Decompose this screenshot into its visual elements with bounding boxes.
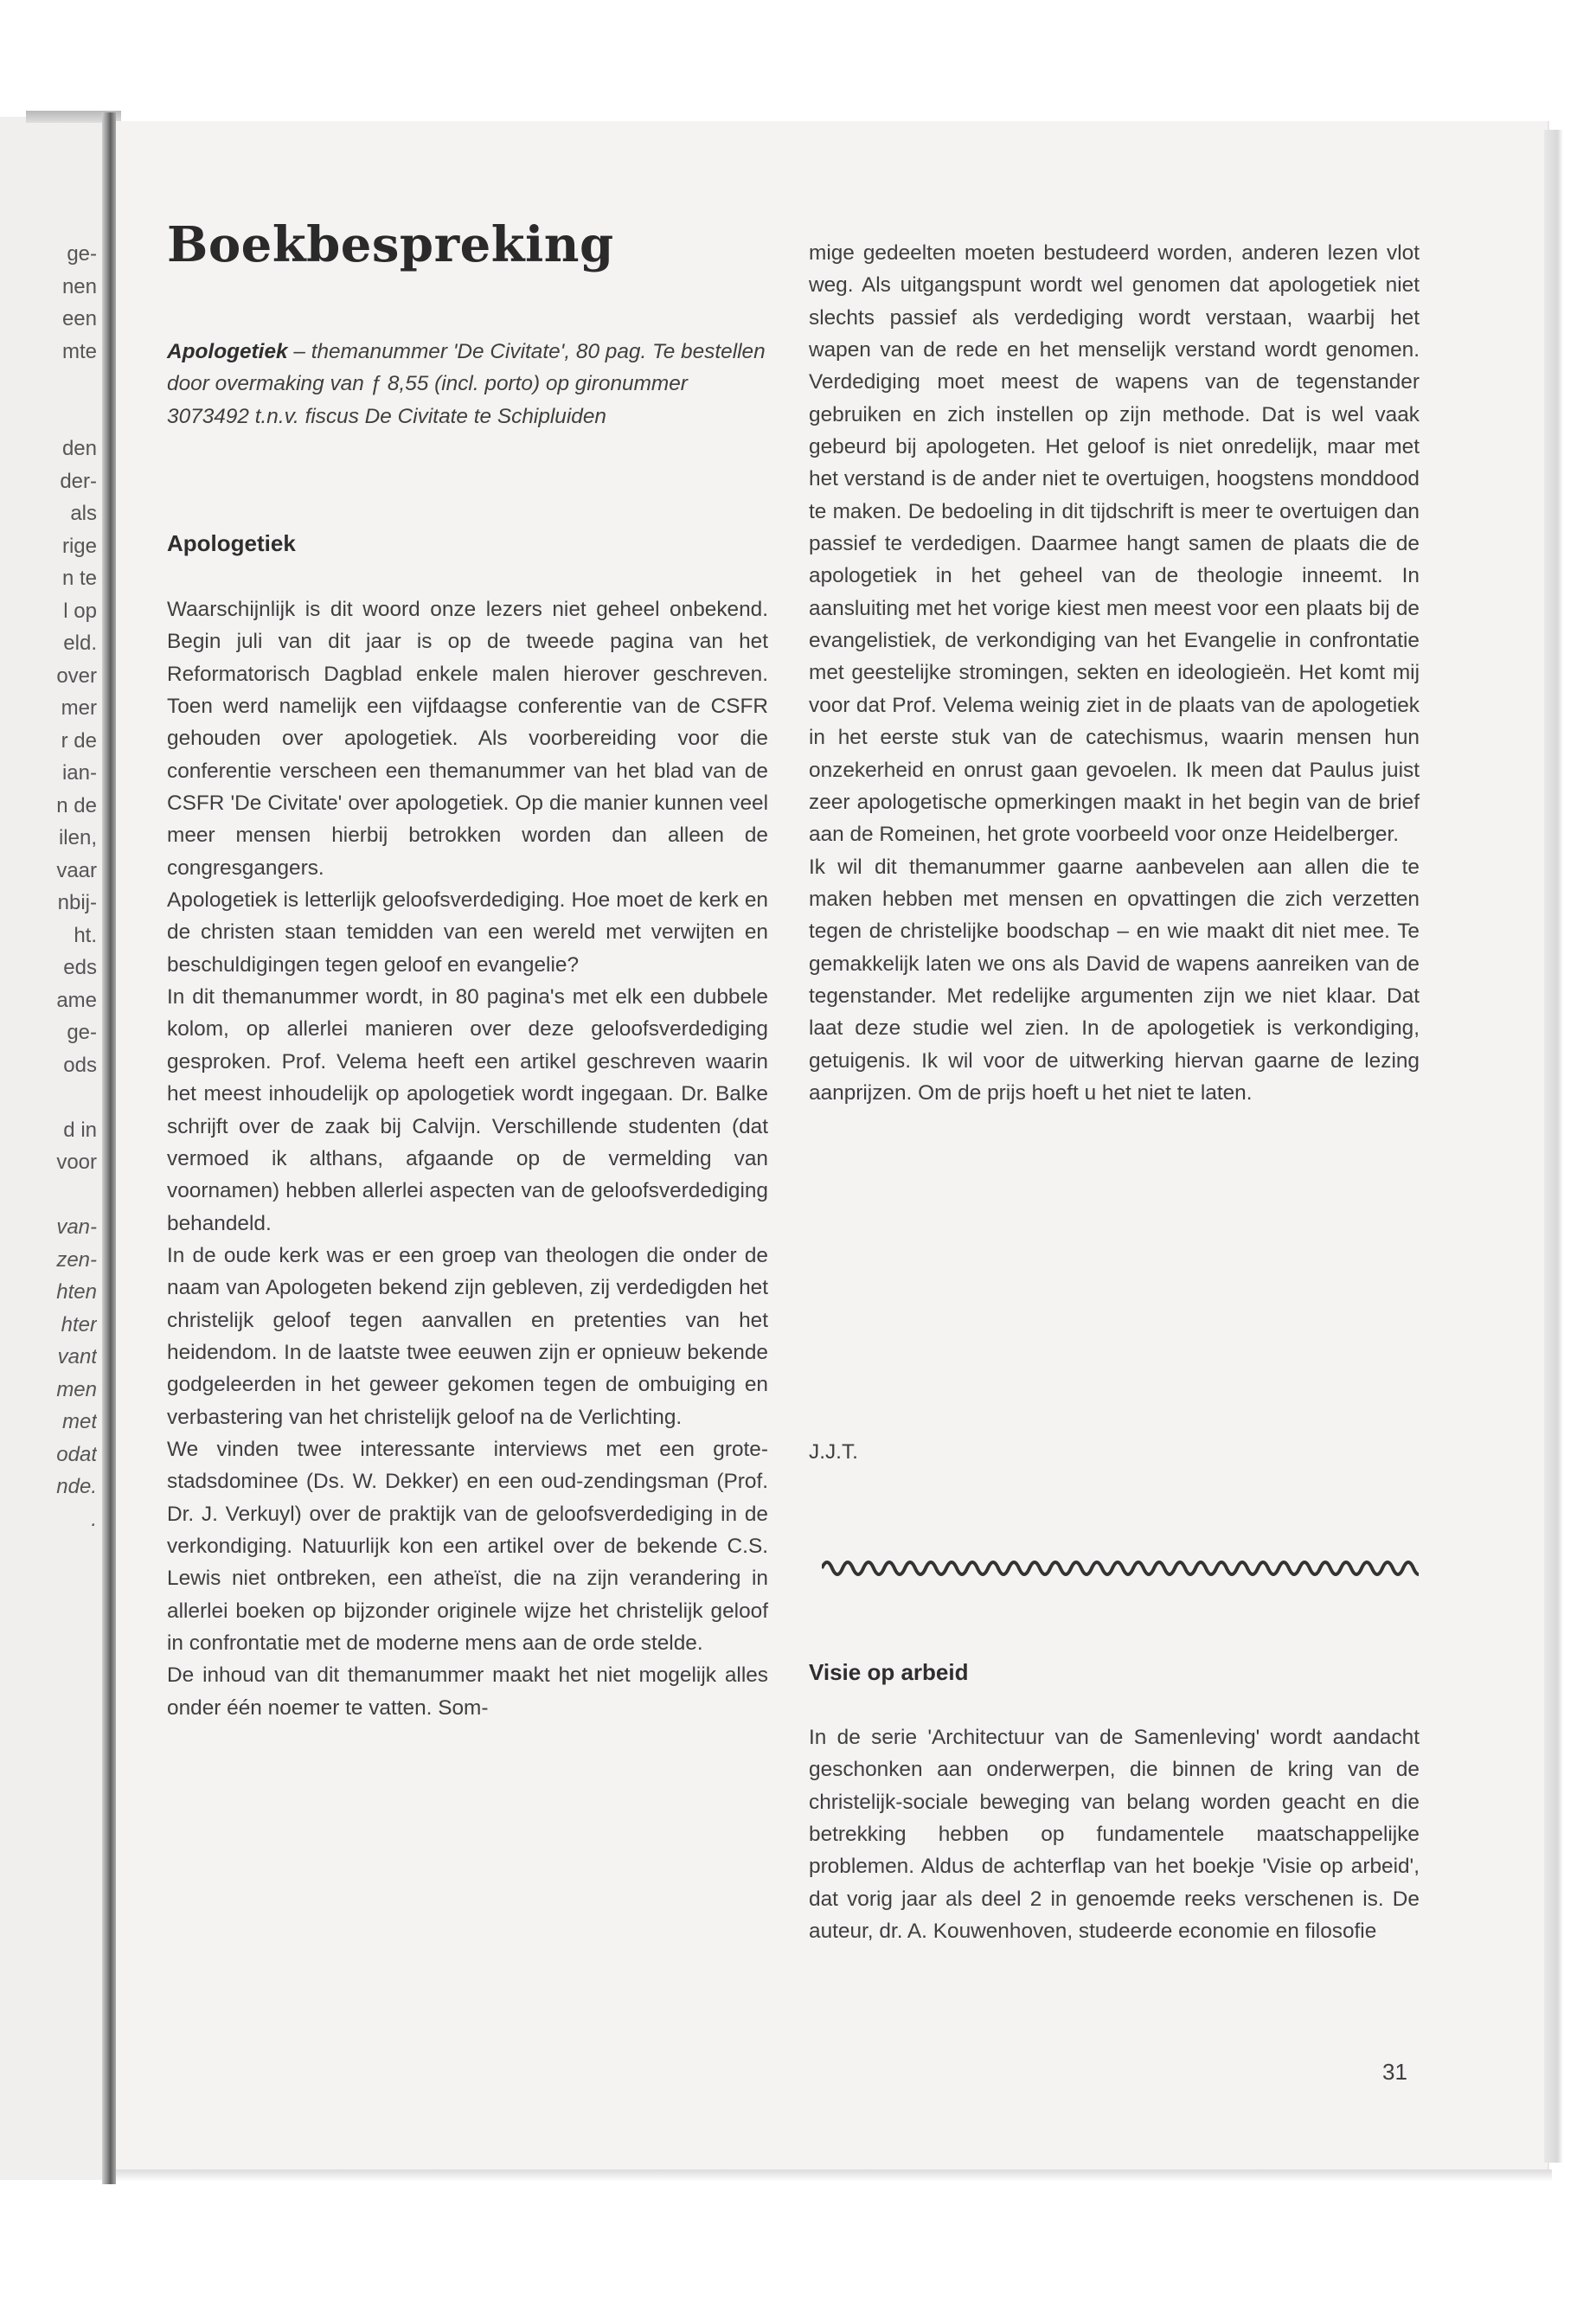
previous-page-line: ods (63, 1053, 97, 1077)
previous-page-line (0, 368, 97, 401)
previous-page-line: als (70, 502, 97, 525)
book-title: Apologetiek (167, 340, 288, 363)
previous-page-line: van- (56, 1215, 97, 1239)
previous-page-line: nen (61, 274, 97, 298)
paragraph: In dit themanummer wordt, in 80 pagina's met elk een dubbele kolom, op allerlei manieren over deze geloofsverdediging gesproken. Prof. Velema heeft een artikel geschreven waarin het meest inhoudelijk op apologetiek wordt ingegaan. Dr. Balke schrijft over de zaak bij Calvijn. Verschillende studenten (dat vermoed ik althans, afgaande op de vermelding van voornamen) hebben allerlei aspecten van de geloofsverdediging behandeld. (167, 985, 768, 1235)
previous-page-line: zen- (56, 1247, 97, 1272)
previous-page-line: ame (56, 988, 97, 1012)
previous-page-line: ian- (61, 761, 97, 785)
decorative-divider (822, 1553, 1419, 1584)
previous-page-line: ge- (67, 242, 97, 266)
page-number: 31 (1382, 2059, 1407, 2085)
paragraph: Waarschijnlijk is dit woord onze lezers niet geheel onbekend. Begin juli van dit jaar is op de tweede pagina van het Reformatorisch Dagblad enkele malen hierover geschreven. Toen werd namelijk een vijfdaagse conferentie van de CSFR gehouden over apologetiek. Als voorbereiding voor die conferentie verscheen een themanummer van het blad van de CSFR 'De Civitate' over apologetiek. Op die manier kunnen veel meer mensen hierbij betrokken worden dan alleen de congresgangers. (167, 598, 768, 880)
previous-page-line: mer (61, 696, 97, 720)
paragraph: Ik wil dit themanummer gaarne aanbevelen aan allen die te maken hebben met mensen en opvattingen die zich verzetten tegen de christelijke boodschap – en wie maakt dit niet mee. Te gemakkelijk laten we ons als David de wapens aanreiken van de tegenstander. Met redelijke argumenten zijn we niet klaar. Dat laat deze studie wel zien. In de apologetiek is verkondiging, getuigenis. Ik wil voor de uitwerking hiervan gaarne de lezing aanprijzen. Om de prijs hoeft u het niet te laten. (809, 855, 1420, 1105)
previous-page-line (0, 1179, 97, 1212)
previous-page-line: ge- (67, 1021, 97, 1044)
previous-page-line: nde. (56, 1475, 97, 1498)
previous-page-line (0, 401, 97, 433)
page-edge (1544, 130, 1563, 2163)
book-reference (167, 336, 768, 433)
paragraph: We vinden twee interessante interviews met een grote-stadsdominee (Ds. W. Dekker) en een oud-zendingsman (Prof. Dr. J. Verkuyl) over de praktijk van de geloofsverdediging in de verkondiging. Natuurlijk kon een artikel over de bekende C.S. Lewis niet ontbreken, een atheïst, die na zijn verandering in allerlei boeken op bijzonder originele wijze het christelijk geloof in confrontatie met de moderne mens aan de orde stelde. (167, 1437, 768, 1655)
previous-page-line: mte (61, 339, 97, 363)
previous-page-line: odat (56, 1442, 97, 1466)
article-column-left (167, 593, 768, 1724)
scan-background (0, 0, 1596, 121)
previous-page-line: der- (60, 469, 97, 493)
previous-page-line: den (61, 437, 97, 460)
previous-page-line: vaar (56, 858, 97, 882)
previous-page-line: nbij- (57, 891, 97, 914)
previous-page-line: hten (56, 1280, 97, 1304)
author-signature: J.J.T. (809, 1440, 858, 1464)
previous-page-line: eds (63, 956, 97, 979)
previous-page-line: een (61, 307, 97, 330)
previous-page-line: . (91, 1507, 97, 1531)
paragraph: mige gedeelten moeten bestudeerd worden, anderen lezen vlot weg. Als uitgangspunt wordt wel genomen dat apologetiek niet slechts passief als verdediging wordt verstaan, waarbij het wapen van de rede en het menselijk verstand wordt genomen. Verdediging moet meest de wapens van de tegenstander gebruiken en zich instellen op zijn methode. Dat is wel vaak gebeurd bij apologeten. Het geloof is niet onredelijk, maar met het verstand is de ander niet te overtuigen, hoogstens monddood te maken. De bedoeling in dit tijdschrift is meer te overtuigen dan passief te verdedigen. Daarmee hangt samen de plaats die de apologetiek in het geheel van de theologie inneemt. In aansluiting met het vorige kiest men meest voor een plaats bij de evangelistiek, de verkondiging van het Evangelie in confrontatie met geestelijke stromingen, sekten en ideologieën. Het komt mij voor dat Prof. Velema weinig ziet in de plaats van de apologetiek in het eerste stuk van de catechismus, waarin mensen hun onzekerheid en onrust gaan gevoelen. Ik meen dat Paulus juist zeer apologetische opmerkingen maakt in het begin van de brief aan de Romeinen, het grote voorbeeld voor onze Heidelberger. (809, 241, 1420, 847)
previous-page-line (0, 1081, 97, 1114)
article-column-right (809, 237, 1420, 1109)
previous-page-line: r de (61, 728, 97, 753)
section-heading-apologetiek: Apologetiek (167, 530, 296, 556)
previous-page-line: eld. (63, 631, 97, 655)
previous-page-line: over (56, 663, 97, 688)
paragraph: Apologetiek is letterlijk geloofsverdediging. Hoe moet de kerk en de christen staan temidden van een wereld met verwijten en beschuldigingen tegen geloof en evangelie? (167, 888, 768, 977)
paragraph: De inhoud van dit themanummer maakt het niet mogelijk alles onder één noemer te vatten. Som- (167, 1663, 768, 1720)
previous-page-line: ilen, (58, 826, 97, 849)
previous-page-line: n de (56, 793, 97, 817)
book-spine (102, 112, 116, 2184)
page-bottom-edge (116, 2170, 1552, 2182)
section-heading-visie-op-arbeid: Visie op arbeid (809, 1659, 969, 1685)
previous-page-line: vant (57, 1345, 97, 1368)
previous-page-line: men (56, 1377, 97, 1401)
previous-page-line: n te (61, 567, 97, 590)
previous-page-line: voor (56, 1150, 97, 1174)
book-details: – themanummer 'De Civitate', 80 pag. Te bestellen door overmaking van ƒ 8,55 (incl. porto) op gironummer 3073492 t.n.v. fiscus De Civitate te Schipluiden (167, 340, 766, 428)
previous-page-line: d in (63, 1118, 97, 1142)
previous-page-line: rige (61, 534, 97, 558)
paragraph: In de oude kerk was er een groep van theologen die onder de naam van Apologeten bekend zijn gebleven, zij verdedigden het christelijk geloof tegen aanvallen en pretenties van het heidendom. In de laatste twee eeuwen zijn er opnieuw bekende godgeleerden in het geweer gekomen tegen de ombuiging en verbastering van het christelijk geloof na de Verlichting. (167, 1243, 768, 1429)
paragraph: In de serie 'Architectuur van de Samenleving' wordt aandacht geschonken aan onderwerpen, die binnen de kring van de christelijk-sociale beweging van belang worden geacht en die betrekking hebben op fundamentele maatschappelijke problemen. Aldus de achterflap van het boekje 'Visie op arbeid', dat vorig jaar als deel 2 in genoemde reeks verschenen is. De auteur, dr. A. Kouwenhoven, studeerde economie en filosofie (809, 1726, 1420, 1944)
previous-page-line: hter (61, 1312, 97, 1336)
previous-page-line: ht. (74, 923, 97, 947)
previous-page-line: l op (63, 599, 97, 623)
page-title: Boekbespreking (167, 216, 614, 273)
article-column-right-2 (809, 1721, 1420, 1947)
previous-page-line: met (61, 1410, 97, 1433)
previous-page-text (0, 238, 97, 1535)
